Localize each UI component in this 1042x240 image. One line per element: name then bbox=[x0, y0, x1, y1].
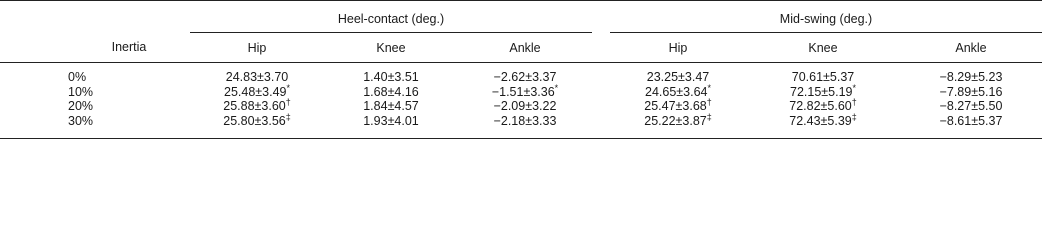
cell-heel-hip bbox=[190, 63, 324, 85]
significance-mark: † bbox=[285, 97, 291, 107]
row-label: 20% bbox=[68, 99, 94, 113]
cell-heel-hip bbox=[190, 99, 324, 114]
cell-value: −8.29±5.23 bbox=[939, 70, 1003, 84]
cell-swing-ankle bbox=[900, 114, 1042, 129]
cell-value: −8.61±5.37 bbox=[939, 113, 1003, 128]
column-gap bbox=[592, 99, 610, 114]
group-header-mid-swing: Mid-swing (deg.) bbox=[610, 1, 1042, 33]
group-gap bbox=[592, 1, 610, 33]
cell-value: 72.15±5.19 bbox=[790, 84, 853, 99]
significance-mark: † bbox=[706, 97, 712, 107]
cell-value: 25.22±3.87 bbox=[644, 113, 707, 128]
cell-value: 25.80±3.56 bbox=[223, 113, 286, 128]
row-header-inertia: Inertia bbox=[111, 40, 147, 55]
row-label: 0% bbox=[68, 70, 87, 84]
table-row bbox=[0, 99, 1042, 114]
table-row bbox=[0, 63, 1042, 85]
cell-swing-knee bbox=[746, 82, 900, 100]
significance-mark: * bbox=[286, 82, 290, 93]
row-header-spacer bbox=[0, 1, 190, 33]
cell-swing-ankle bbox=[900, 85, 1042, 100]
column-gap bbox=[592, 33, 610, 63]
cell-heel-hip bbox=[190, 111, 324, 129]
cell-value: 1.68±4.16 bbox=[363, 84, 419, 99]
cell-value: 24.83±3.70 bbox=[225, 70, 289, 84]
significance-mark: ‡ bbox=[706, 111, 712, 122]
cell-value: −8.27±5.50 bbox=[939, 99, 1003, 113]
row-label: 10% bbox=[68, 84, 94, 99]
cell-value: 24.65±3.64 bbox=[645, 84, 708, 99]
cell-value: 1.93±4.01 bbox=[363, 113, 419, 128]
cell-swing-knee bbox=[746, 111, 900, 129]
group-header-heel-contact: Heel-contact (deg.) bbox=[190, 1, 592, 33]
cell-heel-ankle bbox=[458, 99, 592, 114]
column-header-heel-knee: Knee bbox=[376, 40, 406, 55]
cell-value: 1.84±4.57 bbox=[363, 99, 419, 113]
cell-value: 72.43±5.39 bbox=[789, 113, 852, 128]
cell-heel-knee bbox=[324, 63, 458, 85]
cell-heel-ankle bbox=[458, 63, 592, 85]
cell-swing-hip bbox=[610, 99, 746, 114]
column-gap bbox=[592, 63, 610, 85]
cell-value: 23.25±3.47 bbox=[646, 70, 710, 84]
column-gap bbox=[592, 114, 610, 129]
cell-value: −1.51±3.36 bbox=[491, 84, 555, 99]
cell-value: −7.89±5.16 bbox=[939, 84, 1003, 99]
significance-mark: * bbox=[554, 82, 559, 93]
cell-swing-hip bbox=[610, 111, 746, 129]
cell-heel-knee bbox=[324, 114, 458, 129]
cell-value: 70.61±5.37 bbox=[791, 70, 855, 84]
column-header-swing-ankle: Ankle bbox=[955, 40, 987, 55]
significance-mark: ‡ bbox=[285, 111, 291, 122]
cell-swing-knee bbox=[746, 63, 900, 85]
cell-value: 25.88±3.60 bbox=[223, 99, 286, 113]
cell-swing-ankle bbox=[900, 63, 1042, 85]
cell-swing-knee bbox=[746, 99, 900, 114]
table-body bbox=[0, 63, 1042, 129]
column-header-swing-hip: Hip bbox=[668, 40, 688, 55]
group-header-row bbox=[0, 1, 1042, 33]
cell-value: 25.47±3.68 bbox=[644, 99, 707, 113]
cell-value: 25.48±3.49 bbox=[224, 84, 287, 99]
cell-heel-hip bbox=[190, 82, 324, 100]
cell-heel-knee bbox=[324, 85, 458, 100]
cell-value: 72.82±5.60 bbox=[789, 99, 852, 113]
column-header-heel-hip: Hip bbox=[247, 40, 267, 55]
significance-mark: * bbox=[852, 82, 856, 93]
bottom-rule bbox=[0, 138, 1042, 139]
column-header-row bbox=[0, 33, 1042, 63]
column-gap bbox=[592, 85, 610, 100]
significance-mark: ‡ bbox=[851, 111, 857, 122]
cell-heel-ankle bbox=[458, 82, 592, 100]
significance-mark: * bbox=[707, 82, 711, 93]
row-label: 30% bbox=[68, 113, 94, 128]
cell-value: −2.09±3.22 bbox=[493, 99, 557, 113]
table-row bbox=[0, 114, 1042, 129]
cell-swing-ankle bbox=[900, 99, 1042, 114]
cell-heel-knee bbox=[324, 99, 458, 114]
cell-value: −2.18±3.33 bbox=[493, 113, 557, 128]
cell-heel-ankle bbox=[458, 114, 592, 129]
table-row bbox=[0, 85, 1042, 100]
cell-value: 1.40±3.51 bbox=[363, 70, 419, 84]
cell-swing-hip bbox=[610, 63, 746, 85]
column-header-heel-ankle: Ankle bbox=[509, 40, 541, 55]
column-header-swing-knee: Knee bbox=[808, 40, 838, 55]
cell-swing-hip bbox=[610, 82, 746, 100]
cell-value: −2.62±3.37 bbox=[493, 70, 557, 84]
significance-mark: † bbox=[851, 97, 857, 107]
